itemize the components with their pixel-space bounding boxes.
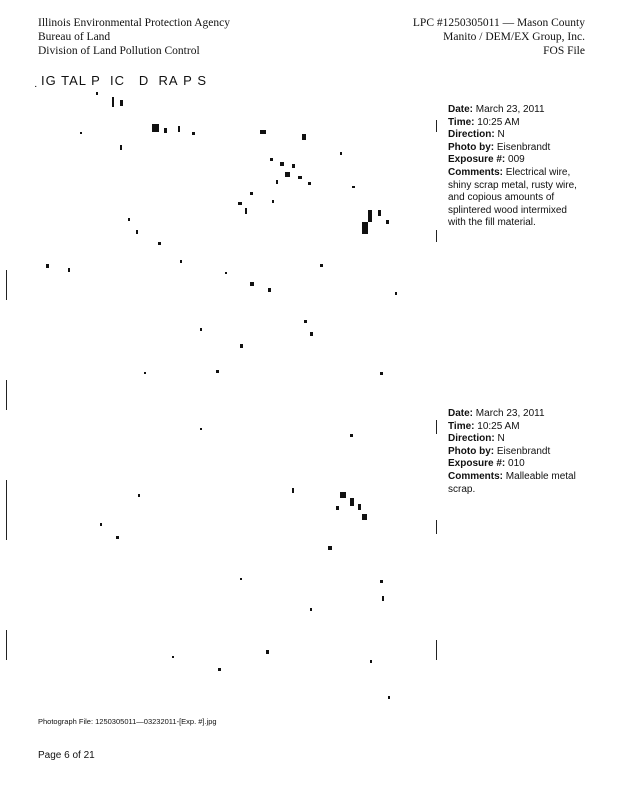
scan-edge-mark: [436, 520, 437, 534]
lpc-number: LPC #1250305011 — Mason County: [412, 17, 585, 29]
exposure-value: 010: [508, 458, 525, 470]
direction-row: [448, 433, 578, 446]
photo-009: [40, 92, 435, 375]
agency-name: Illinois Environmental Protection Agency: [38, 17, 230, 29]
bureau-name: Bureau of Land: [38, 31, 111, 43]
photo-009-image: [40, 92, 435, 375]
comments-value: Malleable metal scrap.: [448, 470, 576, 495]
time-value: 10:25 AM: [477, 420, 520, 432]
page-number: Page 6 of 21: [38, 750, 95, 761]
photographer-label: Photo by:: [448, 445, 495, 457]
exposure-value: 009: [508, 154, 525, 166]
scan-edge-mark: [6, 270, 7, 300]
date-value: March 23, 2011: [475, 408, 545, 419]
date-label: Date:: [448, 104, 474, 115]
time-label: Time:: [448, 420, 475, 432]
scan-edge-mark: [6, 480, 7, 540]
agency-header: [38, 16, 230, 58]
exposure-label: Exposure #:: [448, 154, 506, 166]
comments-label: Comments:: [448, 166, 504, 178]
comments-row: [448, 471, 578, 496]
comments-label: Comments:: [448, 470, 504, 482]
direction-value: N: [497, 433, 505, 445]
photo-010-caption: [448, 408, 578, 496]
photo-file-name: Photograph File: 1250305011—03232011-[Exp. #].jpg: [38, 717, 217, 726]
photographer-label: Photo by:: [448, 141, 495, 153]
time-value: 10:25 AM: [477, 116, 520, 128]
photo-009-caption: [448, 104, 578, 230]
date-label: Date:: [448, 408, 474, 419]
date-row: [448, 408, 578, 421]
direction-value: N: [497, 129, 505, 141]
exposure-label: Exposure #:: [448, 458, 506, 470]
photographer-row: [448, 446, 578, 459]
scan-edge-mark: [436, 420, 437, 434]
section-title: ̣IG TAL P IC D RA P S: [40, 73, 208, 88]
photo-010: [40, 398, 435, 703]
site-name: Manito / DEM/EX Group, Inc.: [443, 31, 585, 43]
photo-010-image: [40, 398, 435, 703]
scan-edge-mark: [436, 230, 437, 242]
exposure-row: [448, 154, 578, 167]
photographer-value: Eisenbrandt: [496, 141, 551, 153]
date-row: [448, 104, 578, 117]
time-row: [448, 421, 578, 434]
comments-row: [448, 167, 578, 230]
scan-edge-mark: [6, 380, 7, 410]
scan-edge-mark: [436, 120, 437, 132]
date-value: March 23, 2011: [475, 104, 545, 115]
time-row: [448, 117, 578, 130]
file-type: FOS File: [543, 45, 585, 57]
site-header: [413, 16, 585, 58]
direction-label: Direction:: [448, 129, 495, 141]
photographer-row: [448, 142, 578, 155]
scan-edge-mark: [436, 640, 437, 660]
scan-edge-mark: [6, 630, 7, 660]
time-label: Time:: [448, 116, 475, 128]
division-name: Division of Land Pollution Control: [38, 45, 200, 57]
exposure-row: [448, 458, 578, 471]
direction-row: [448, 129, 578, 142]
comments-value: Electrical wire, shiny scrap metal, rusty wire, and copious amounts of splintered wood intermixed with the fill material.: [448, 166, 577, 229]
photographer-value: Eisenbrandt: [496, 445, 551, 457]
direction-label: Direction:: [448, 433, 495, 445]
